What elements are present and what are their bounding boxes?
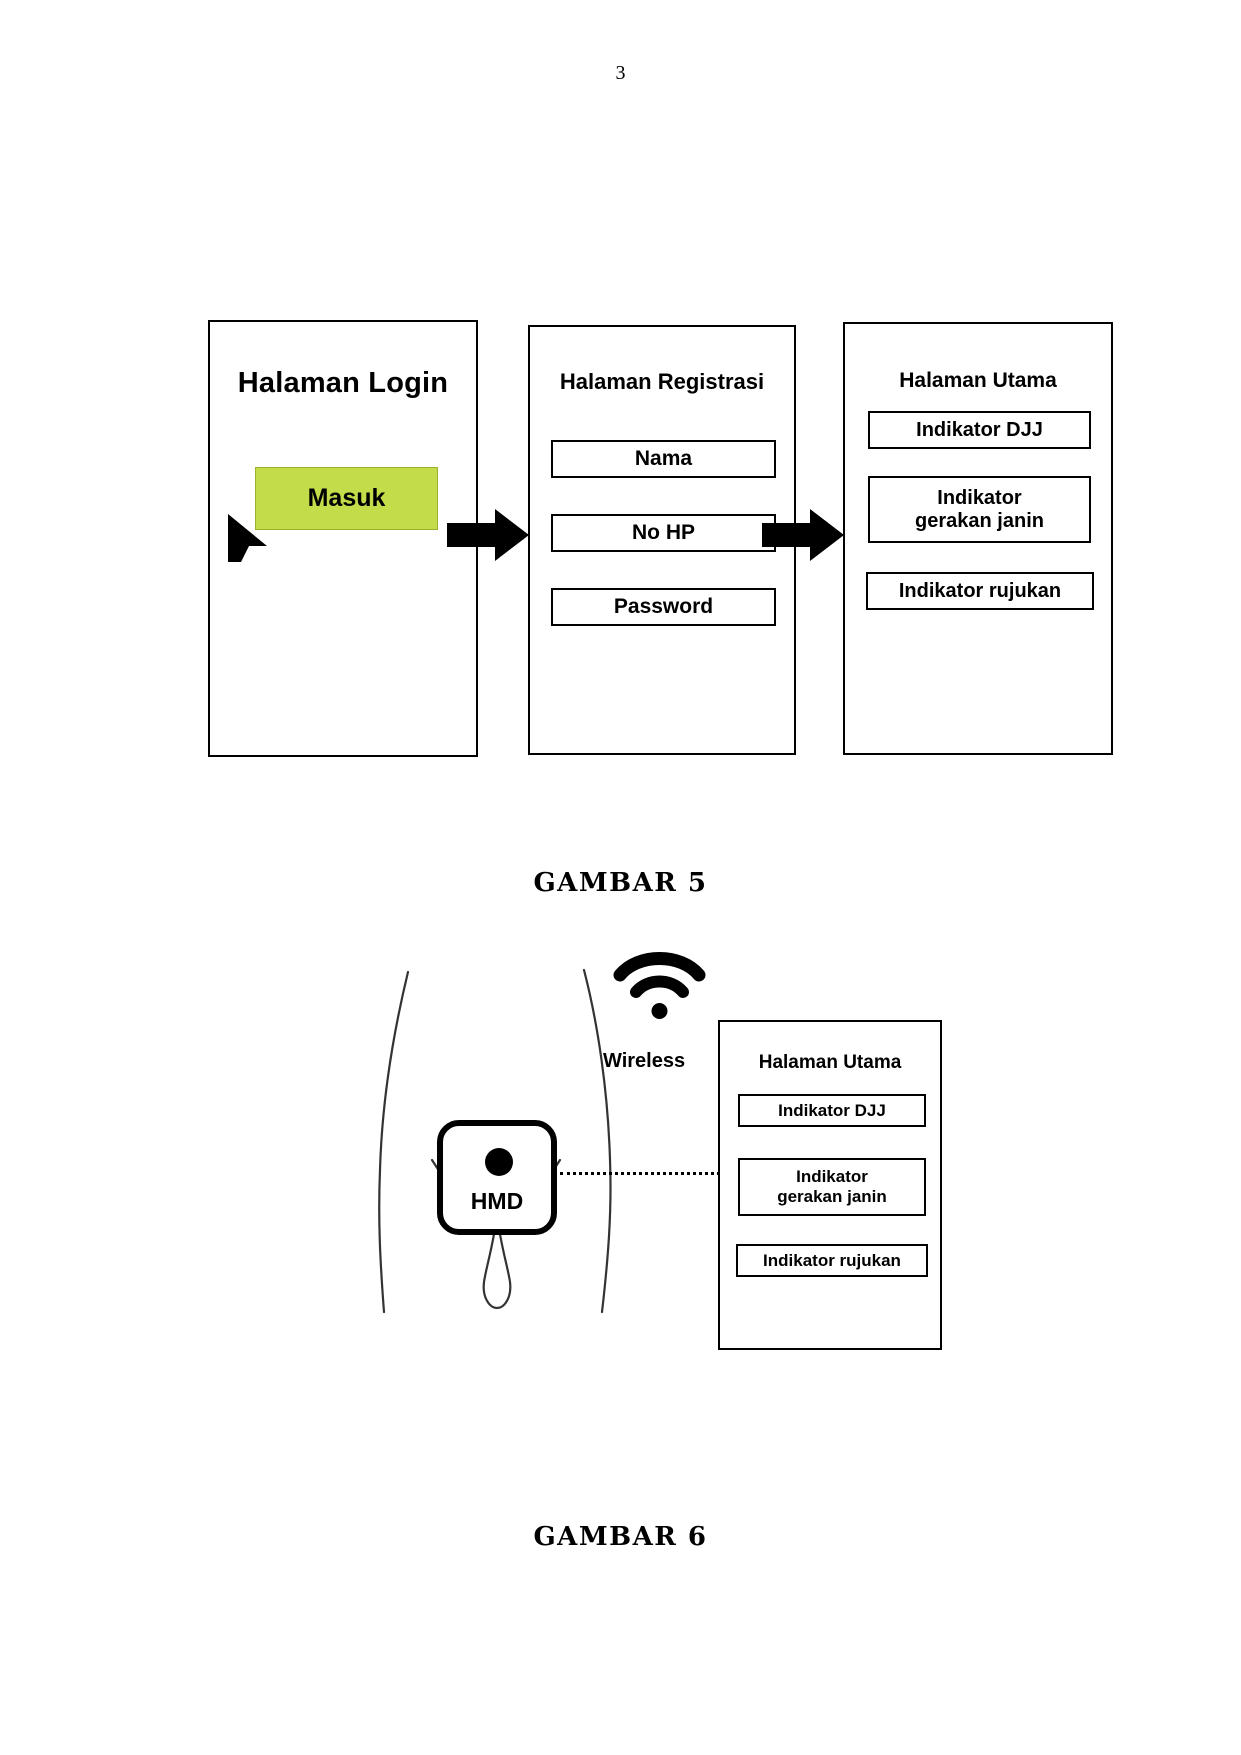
- indicator-gerakan-janin-line2: gerakan janin: [915, 509, 1044, 532]
- field-no-hp[interactable]: No HP: [551, 514, 776, 552]
- sensor-dot-icon: [485, 1148, 513, 1176]
- indicator-djj: Indikator DJJ: [868, 411, 1091, 449]
- indicator-gerakan-janin-figure6-line2: gerakan janin: [777, 1187, 887, 1206]
- main-page-title-figure6: Halaman Utama: [758, 1052, 902, 1073]
- field-nama[interactable]: Nama: [551, 440, 776, 478]
- login-page-title: Halaman Login: [237, 367, 449, 399]
- main-page-panel: [843, 322, 1113, 755]
- registration-page-title: Halaman Registrasi: [559, 369, 765, 394]
- indicator-rujukan: Indikator rujukan: [866, 572, 1094, 610]
- figure-6-caption: GAMBAR 6: [533, 1522, 708, 1552]
- registration-page-panel: [528, 325, 796, 755]
- indicator-rujukan-figure6: Indikator rujukan: [736, 1244, 928, 1277]
- mouse-pointer-icon: [225, 505, 285, 565]
- wireless-label: Wireless: [603, 1050, 686, 1072]
- wifi-signal-icon: [612, 947, 707, 1027]
- main-page-panel-figure6: [718, 1020, 942, 1350]
- indicator-gerakan-janin-figure6: [738, 1158, 926, 1216]
- arrow-registration-to-main: [762, 505, 844, 565]
- indicator-djj-figure6: Indikator DJJ: [738, 1094, 926, 1127]
- field-password[interactable]: Password: [551, 588, 776, 626]
- arrow-login-to-registration: [447, 505, 529, 565]
- masuk-button[interactable]: Masuk: [255, 467, 438, 530]
- indicator-gerakan-janin-figure6-line1: Indikator: [796, 1167, 868, 1187]
- figure-6: [0, 960, 1241, 1390]
- figure-5-caption: GAMBAR 5: [533, 868, 708, 898]
- dotted-connection-line: [560, 1172, 720, 1175]
- indicator-gerakan-janin: [868, 476, 1091, 543]
- indicator-gerakan-janin-line1: Indikator: [937, 486, 1022, 509]
- main-page-title: Halaman Utama: [899, 369, 1057, 392]
- hmd-label: HMD: [470, 1188, 524, 1214]
- hmd-device: [437, 1120, 557, 1235]
- page-number: 3: [615, 62, 626, 84]
